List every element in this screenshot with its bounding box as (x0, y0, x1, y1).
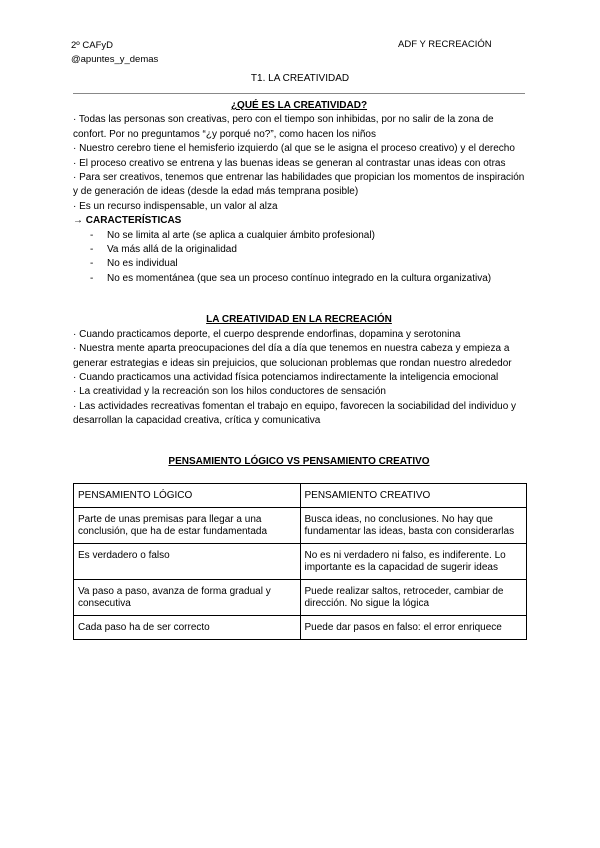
list-item: · Nuestro cerebro tiene el hemisferio izquierdo (al que se le asigna el proceso creativo) y el derecho (73, 143, 515, 155)
document-title: T1. LA CREATIVIDAD (250, 73, 350, 84)
characteristics-list (73, 229, 525, 287)
characteristic-item: - No es individual (73, 257, 525, 271)
table-cell: Puede realizar saltos, retroceder, cambiar de dirección. No sigue la lógica (300, 579, 527, 615)
list-item: · Para ser creativos, tenemos que entrenar las habilidades que propician los momentos de inspiración y de generación de ideas (desde la edad más temprana posible) (73, 172, 525, 198)
list-item: · Cuando practicamos una actividad física potenciamos indirectamente la inteligencia emocional (73, 371, 499, 383)
table-row (74, 615, 527, 639)
section-title-what-is-creativity: ¿QUÉ ES LA CREATIVIDAD? (230, 100, 368, 111)
table-row (74, 579, 527, 615)
table-cell: Va paso a paso, avanza de forma gradual y consecutiva (74, 579, 301, 615)
table-header-row (74, 483, 527, 507)
characteristic-item: - No se limita al arte (se aplica a cualquier ámbito profesional) (73, 229, 525, 243)
table-cell: Cada paso ha de ser correcto (74, 615, 301, 639)
list-item: · Cuando practicamos deporte, el cuerpo desprende endorfinas, dopamina y serotonina (73, 328, 461, 340)
section-spacer (73, 429, 525, 455)
author-handle: @apuntes_y_demas (71, 54, 159, 65)
table-cell: No es ni verdadero ni falso, es indiferente. Lo importante es la capacidad de sugerir ideas (300, 543, 527, 579)
list-item: · La creatividad y la recreación son los hilos conductores de sensación (73, 386, 386, 398)
list-item: · Es un recurso indispensable, un valor al alza (73, 200, 278, 212)
section-spacer (73, 286, 525, 313)
header-left (71, 39, 158, 67)
characteristic-item: - No es momentánea (que sea un proceso contínuo integrado en la cultura organizativa) (73, 272, 525, 286)
table-cell: Busca ideas, no conclusiones. No hay que fundamentar las ideas, basta con considerarlas (300, 507, 527, 543)
title-divider (73, 93, 525, 94)
table-cell: Puede dar pasos en falso: el error enriquece (300, 615, 527, 639)
course-label: 2º CAFyD (71, 40, 114, 51)
list-item: · Las actividades recreativas fomentan el trabajo en equipo, favorecen la sociabilidad del individuo y desarrollan la capacidad creativa, crítica y comunicativa (73, 400, 517, 427)
characteristic-item: - Va más allá de la originalidad (73, 243, 525, 257)
table-cell: Es verdadero o falso (74, 543, 301, 579)
section-title-creativity-in-recreation: LA CREATIVIDAD EN LA RECREACIÓN (206, 314, 392, 326)
list-item: · El proceso creativo se entrena y las buenas ideas se generan al contrastar unas ideas con otras (73, 157, 506, 169)
section-title-logical-vs-creative: PENSAMIENTO LÓGICO VS PENSAMIENTO CREATIVO (168, 455, 430, 467)
table-row (74, 507, 527, 543)
comparison-table (73, 483, 527, 640)
table-header-cell: PENSAMIENTO CREATIVO (300, 483, 527, 507)
subject-label: ADF Y RECREACIÓN (398, 39, 492, 50)
document-body (73, 99, 525, 640)
table-row (74, 543, 527, 579)
list-item: · Nuestra mente aparta preocupaciones del día a día que tenemos en nuestra cabeza y empieza a generar estrategias e ideas sin prejuicios, que solucionan problemas que rondan nuestro alrededor (73, 343, 512, 369)
characteristics-heading: → CARACTERÍSTICAS (73, 215, 182, 227)
table-header-cell: PENSAMIENTO LÓGICO (74, 483, 301, 507)
table-cell: Parte de unas premisas para llegar a una conclusión, que ha de estar fundamentada (74, 507, 301, 543)
list-item: · Todas las personas son creativas, pero con el tiempo son inhibidas, por no salir de la zona de confort. Por no preguntamos “¿y porqué no?”, como hacen los niños (73, 114, 494, 140)
